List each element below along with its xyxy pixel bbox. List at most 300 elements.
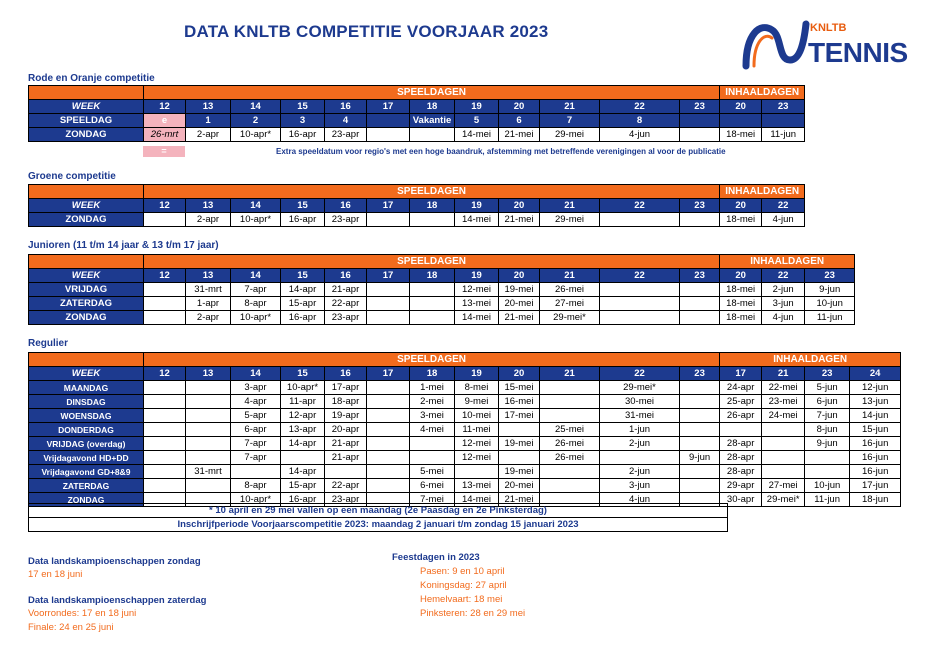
legend-note: Extra speeldatum voor regio's met een hoge baandruk, afstemming met betreffende verenigingen al voor de publicatie <box>276 147 726 156</box>
table-cell: 29-apr <box>720 479 762 493</box>
table-cell <box>680 297 720 311</box>
table-cell <box>805 451 850 465</box>
table-cell: 24-apr <box>720 381 762 395</box>
table-cell <box>367 465 410 479</box>
table-cell: 23 <box>680 367 720 381</box>
regulier-note: * 10 april en 29 mei vallen op een maandag (2e Paasdag en 2e Pinksterdag) <box>28 503 728 517</box>
table-cell: 12 <box>144 100 186 114</box>
feestdagen-title: Feestdagen in 2023 <box>392 552 480 563</box>
feestdag-item: Pasen: 9 en 10 april <box>420 566 505 577</box>
table-cell <box>600 451 680 465</box>
table-cell: Vakantie <box>410 114 455 128</box>
table-cell <box>540 381 600 395</box>
table-cell <box>680 423 720 437</box>
speeldag-row <box>29 114 805 128</box>
row-label: WEEK <box>29 269 144 283</box>
table-cell: 29-mei* <box>600 381 680 395</box>
table-cell: 16 <box>325 100 367 114</box>
table-cell <box>186 381 231 395</box>
table-cell: 22 <box>762 269 805 283</box>
table-cell: 23-apr <box>325 311 367 325</box>
table-cell: 26-mei <box>540 283 600 297</box>
row-label: VRIJDAG <box>29 283 144 297</box>
table-cell: 17-apr <box>325 381 367 395</box>
table-cell <box>144 213 186 227</box>
table-cell <box>367 437 410 451</box>
table-cell: 16-apr <box>281 213 325 227</box>
table-cell: 23-apr <box>325 213 367 227</box>
table-cell: 22 <box>600 100 680 114</box>
row-label: ZATERDAG <box>29 479 144 493</box>
table-cell: 2-jun <box>600 437 680 451</box>
table-cell: 19 <box>455 367 499 381</box>
table-cell <box>367 283 410 297</box>
table-regulier <box>28 352 901 507</box>
header-blank <box>29 353 144 367</box>
table-cell <box>680 381 720 395</box>
table-cell: 11-jun <box>805 311 855 325</box>
table-cell: 15-apr <box>281 297 325 311</box>
table-cell: 2-apr <box>186 213 231 227</box>
table-cell: e <box>144 114 186 128</box>
table-cell: 13 <box>186 269 231 283</box>
feestdag-item: Koningsdag: 27 april <box>420 580 507 591</box>
table-cell: 31-mei <box>600 409 680 423</box>
table-cell: 27-mei <box>762 479 805 493</box>
table-cell: 11-apr <box>281 395 325 409</box>
table-cell: 14 <box>231 199 281 213</box>
table-cell: 20 <box>720 100 762 114</box>
table-cell: 2-apr <box>186 311 231 325</box>
knltb-logo <box>742 16 917 72</box>
table-cell <box>367 395 410 409</box>
table-cell: 2-jun <box>762 283 805 297</box>
table-cell: 3-mei <box>410 409 455 423</box>
table-cell: 13 <box>186 199 231 213</box>
table-cell: 17 <box>367 199 410 213</box>
table-cell <box>144 395 186 409</box>
table-cell: 9-jun <box>680 451 720 465</box>
table-cell: 15 <box>281 100 325 114</box>
table-cell: 19-apr <box>325 409 367 423</box>
table-cell <box>600 311 680 325</box>
table-cell: 13-jun <box>850 395 901 409</box>
logo-wave-icon <box>742 16 812 72</box>
table-cell <box>762 451 805 465</box>
table-cell <box>499 423 540 437</box>
table-cell: 15 <box>281 269 325 283</box>
table-groene <box>28 184 805 227</box>
row-label: DINSDAG <box>29 395 144 409</box>
table-cell: 13-apr <box>281 423 325 437</box>
table-cell <box>186 479 231 493</box>
table-cell: 6 <box>499 114 540 128</box>
table-cell: 12-jun <box>850 381 901 395</box>
table-cell: 26-mei <box>540 437 600 451</box>
table-cell <box>499 451 540 465</box>
table-cell: 25-apr <box>720 395 762 409</box>
table-cell: 10-apr* <box>231 493 281 507</box>
table-cell: 18 <box>410 100 455 114</box>
lk-zondag-value: 17 en 18 juni <box>28 569 83 580</box>
table-cell: 19 <box>455 269 499 283</box>
table-cell: 30-mei <box>600 395 680 409</box>
section-title-rode-oranje: Rode en Oranje competitie <box>28 73 155 84</box>
table-cell: 7-apr <box>231 283 281 297</box>
lk-zaterdag-voorrondes: Voorrondes: 17 en 18 juni <box>28 608 137 619</box>
table-cell: 20 <box>499 199 540 213</box>
table-row <box>29 381 901 395</box>
table-cell <box>455 465 499 479</box>
table-cell: 25-mei <box>540 423 600 437</box>
header-blank <box>29 255 144 269</box>
table-cell <box>410 283 455 297</box>
table-cell: 18-mei <box>720 283 762 297</box>
table-cell: 28-apr <box>720 437 762 451</box>
table-cell <box>600 283 680 297</box>
table-cell: 23 <box>805 269 855 283</box>
table-cell <box>367 479 410 493</box>
table-cell: 21 <box>540 367 600 381</box>
table-cell: 16-jun <box>850 437 901 451</box>
table-cell: 23-apr <box>325 493 367 507</box>
table-cell: 14-apr <box>281 437 325 451</box>
table-cell: 10-apr* <box>281 381 325 395</box>
table-cell: 22 <box>600 199 680 213</box>
table-cell <box>410 437 455 451</box>
table-cell <box>144 283 186 297</box>
table-cell <box>680 479 720 493</box>
table-cell: 28-apr <box>720 451 762 465</box>
table-cell: 20 <box>499 100 540 114</box>
table-cell: 26-mei <box>540 451 600 465</box>
table-cell <box>540 465 600 479</box>
table-cell: 10-apr* <box>231 311 281 325</box>
table-cell: 23 <box>805 367 850 381</box>
feestdag-item: Hemelvaart: 18 mei <box>420 594 503 605</box>
lk-zondag-title: Data landskampioenschappen zondag <box>28 556 201 567</box>
table-cell <box>367 114 410 128</box>
table-cell <box>680 311 720 325</box>
table-cell: 22-mei <box>762 381 805 395</box>
table-cell: 18-mei <box>720 297 762 311</box>
table-cell: 4-mei <box>410 423 455 437</box>
row-label: VRIJDAG (overdag) <box>29 437 144 451</box>
header-blank <box>29 185 144 199</box>
table-cell <box>231 465 281 479</box>
table-cell: 21-mei <box>499 213 540 227</box>
section-title-groene: Groene competitie <box>28 171 116 182</box>
table-cell: 5-mei <box>410 465 455 479</box>
table-cell: 9-jun <box>805 283 855 297</box>
table-cell: 17 <box>720 367 762 381</box>
table-cell <box>367 213 410 227</box>
table-cell: 4-apr <box>231 395 281 409</box>
table-cell <box>144 451 186 465</box>
row-label: WEEK <box>29 367 144 381</box>
table-cell: 16 <box>325 199 367 213</box>
table-cell: 12 <box>144 199 186 213</box>
table-cell <box>680 213 720 227</box>
table-cell: 14-jun <box>850 409 901 423</box>
table-cell <box>367 451 410 465</box>
table-cell: 9-jun <box>805 437 850 451</box>
table-cell <box>720 114 762 128</box>
table-cell: 12-apr <box>281 409 325 423</box>
table-cell: 14-mei <box>455 311 499 325</box>
table-cell: 2-jun <box>600 465 680 479</box>
table-cell: 7-mei <box>410 493 455 507</box>
table-cell: 18 <box>410 269 455 283</box>
table-cell: 20 <box>720 199 762 213</box>
table-cell <box>600 297 680 311</box>
table-cell: 14 <box>231 367 281 381</box>
table-cell: 16-apr <box>281 128 325 142</box>
table-cell: 21 <box>540 269 600 283</box>
header-speeldagen: SPEELDAGEN <box>144 185 720 199</box>
table-cell <box>367 423 410 437</box>
table-cell <box>367 128 410 142</box>
table-cell: 19 <box>455 199 499 213</box>
table-cell: 29-mei* <box>540 311 600 325</box>
table-cell: 11-mei <box>455 423 499 437</box>
row-label: MAANDAG <box>29 381 144 395</box>
row-label: Vrijdagavond HD+DD <box>29 451 144 465</box>
table-cell <box>144 465 186 479</box>
table-cell: 15-mei <box>499 381 540 395</box>
table-cell <box>410 128 455 142</box>
row-label: Vrijdagavond GD+8&9 <box>29 465 144 479</box>
header-speeldagen: SPEELDAGEN <box>144 86 720 100</box>
table-cell: 8-jun <box>805 423 850 437</box>
lk-zaterdag-finale: Finale: 24 en 25 juni <box>28 622 114 633</box>
table-cell: 12 <box>144 269 186 283</box>
table-cell <box>680 465 720 479</box>
table-cell <box>144 381 186 395</box>
table-cell: 18 <box>410 367 455 381</box>
table-cell: 20-mei <box>499 297 540 311</box>
table-cell: 21 <box>762 367 805 381</box>
table-cell: 31-mrt <box>186 283 231 297</box>
table-cell: 20 <box>499 269 540 283</box>
table-cell <box>186 437 231 451</box>
table-cell <box>540 479 600 493</box>
table-cell: 9-mei <box>455 395 499 409</box>
zondag-row <box>29 213 805 227</box>
table-cell: 21-mei <box>499 311 540 325</box>
table-rode-oranje <box>28 85 805 142</box>
table-cell: 5 <box>455 114 499 128</box>
header-inhaaldagen: INHAALDAGEN <box>720 185 805 199</box>
table-cell: 19-mei <box>499 283 540 297</box>
table-cell: 28-apr <box>720 465 762 479</box>
table-row <box>29 409 901 423</box>
table-cell: 8-apr <box>231 297 281 311</box>
table-cell <box>281 451 325 465</box>
table-cell <box>680 395 720 409</box>
table-cell: 13 <box>186 100 231 114</box>
table-cell: 18-apr <box>325 395 367 409</box>
table-cell: 26-apr <box>720 409 762 423</box>
table-cell <box>367 311 410 325</box>
table-cell <box>762 465 805 479</box>
zondag-row <box>29 128 805 142</box>
row-label: WEEK <box>29 199 144 213</box>
table-cell: 5-apr <box>231 409 281 423</box>
table-cell: 21-apr <box>325 437 367 451</box>
table-cell: 21-mei <box>499 128 540 142</box>
table-cell <box>186 395 231 409</box>
table-cell: 24 <box>850 367 901 381</box>
table-cell: 7-apr <box>231 451 281 465</box>
table-cell: 3 <box>281 114 325 128</box>
table-cell <box>144 479 186 493</box>
table-cell: 3-jun <box>762 297 805 311</box>
header-inhaaldagen: INHAALDAGEN <box>720 86 805 100</box>
table-row <box>29 311 855 325</box>
table-cell: 7 <box>540 114 600 128</box>
table-cell: 22 <box>600 367 680 381</box>
header-speeldagen: SPEELDAGEN <box>144 353 720 367</box>
table-cell: 23 <box>762 100 805 114</box>
table-cell: 1-jun <box>600 423 680 437</box>
table-cell: 4 <box>325 114 367 128</box>
table-cell: 18-mei <box>720 128 762 142</box>
table-cell <box>186 409 231 423</box>
table-cell: 20 <box>499 367 540 381</box>
week-row <box>29 199 805 213</box>
table-cell: 15 <box>281 199 325 213</box>
table-cell: 7-apr <box>231 437 281 451</box>
logo-small-text: KNLTB <box>810 22 847 34</box>
table-cell: 4-jun <box>600 128 680 142</box>
table-row <box>29 451 901 465</box>
table-cell <box>410 213 455 227</box>
table-cell <box>600 213 680 227</box>
table-cell: 1-apr <box>186 297 231 311</box>
table-cell: 10-apr* <box>231 128 281 142</box>
table-cell: 10-apr* <box>231 213 281 227</box>
section-title-junioren: Junioren (11 t/m 14 jaar & 13 t/m 17 jaar) <box>28 240 219 251</box>
table-cell: 2-mei <box>410 395 455 409</box>
table-cell: 29-mei* <box>762 493 805 507</box>
table-cell: 10-jun <box>805 479 850 493</box>
table-cell <box>144 409 186 423</box>
table-cell: 21-apr <box>325 283 367 297</box>
table-cell <box>540 395 600 409</box>
table-cell <box>540 409 600 423</box>
table-cell: 13 <box>186 367 231 381</box>
table-cell <box>410 311 455 325</box>
table-cell <box>367 297 410 311</box>
table-cell: 21 <box>540 199 600 213</box>
table-cell: 14-mei <box>455 128 499 142</box>
inschrijf-periode: Inschrijfperiode Voorjaarscompetitie 2023: maandag 2 januari t/m zondag 15 januari 2023 <box>28 517 728 532</box>
table-cell <box>762 437 805 451</box>
table-row <box>29 423 901 437</box>
table-cell: 8-mei <box>455 381 499 395</box>
table-cell: 1-mei <box>410 381 455 395</box>
table-cell: 16-apr <box>281 493 325 507</box>
table-cell: 14 <box>231 269 281 283</box>
table-cell: 6-jun <box>805 395 850 409</box>
table-cell: 2 <box>231 114 281 128</box>
table-cell: 2-apr <box>186 128 231 142</box>
table-cell: 19 <box>455 100 499 114</box>
week-row <box>29 367 901 381</box>
table-cell: 5-jun <box>805 381 850 395</box>
table-cell <box>367 381 410 395</box>
table-cell: 6-mei <box>410 479 455 493</box>
table-cell: 22-apr <box>325 297 367 311</box>
table-cell: 24-mei <box>762 409 805 423</box>
table-cell <box>680 437 720 451</box>
table-cell: 18-jun <box>850 493 901 507</box>
table-cell: 22-apr <box>325 479 367 493</box>
table-cell: 14-apr <box>281 465 325 479</box>
header-inhaaldagen: INHAALDAGEN <box>720 255 855 269</box>
table-cell: 7-jun <box>805 409 850 423</box>
table-cell: 12-mei <box>455 283 499 297</box>
table-cell: 20-mei <box>499 479 540 493</box>
table-row <box>29 479 901 493</box>
row-label: ZONDAG <box>29 311 144 325</box>
table-cell <box>680 114 720 128</box>
table-cell <box>720 423 762 437</box>
legend-pink-box: = <box>143 146 185 157</box>
table-cell: 12-mei <box>455 437 499 451</box>
row-label: ZATERDAG <box>29 297 144 311</box>
table-row <box>29 437 901 451</box>
table-cell: 16-jun <box>850 465 901 479</box>
table-cell: 16 <box>325 367 367 381</box>
header-blank <box>29 86 144 100</box>
table-cell: 19-mei <box>499 437 540 451</box>
table-cell: 15-apr <box>281 479 325 493</box>
table-cell: 23 <box>680 269 720 283</box>
table-cell: 3-apr <box>231 381 281 395</box>
table-cell: 3-jun <box>600 479 680 493</box>
table-cell <box>762 423 805 437</box>
table-cell: 17 <box>367 269 410 283</box>
table-cell <box>144 437 186 451</box>
table-cell: 29-mei <box>540 128 600 142</box>
table-cell: 11-jun <box>762 128 805 142</box>
table-cell <box>144 297 186 311</box>
table-cell: 6-apr <box>231 423 281 437</box>
table-row <box>29 297 855 311</box>
table-row <box>29 283 855 297</box>
table-cell: 29-mei <box>540 213 600 227</box>
table-cell: 14-mei <box>455 213 499 227</box>
page-title: DATA KNLTB COMPETITIE VOORJAAR 2023 <box>184 22 549 41</box>
table-cell: 17 <box>367 100 410 114</box>
table-cell <box>186 423 231 437</box>
table-cell: 15-jun <box>850 423 901 437</box>
feestdag-item: Pinksteren: 28 en 29 mei <box>420 608 526 619</box>
table-cell: 21-mei <box>499 493 540 507</box>
table-cell: 16-apr <box>281 311 325 325</box>
table-cell <box>762 114 805 128</box>
logo-big-text: TENNIS <box>808 37 908 68</box>
table-row <box>29 465 901 479</box>
table-cell <box>144 311 186 325</box>
table-junioren <box>28 254 855 325</box>
row-label: DONDERDAG <box>29 423 144 437</box>
table-cell: 13-mei <box>455 297 499 311</box>
table-cell: 23-apr <box>325 128 367 142</box>
table-cell: 4-jun <box>762 213 805 227</box>
